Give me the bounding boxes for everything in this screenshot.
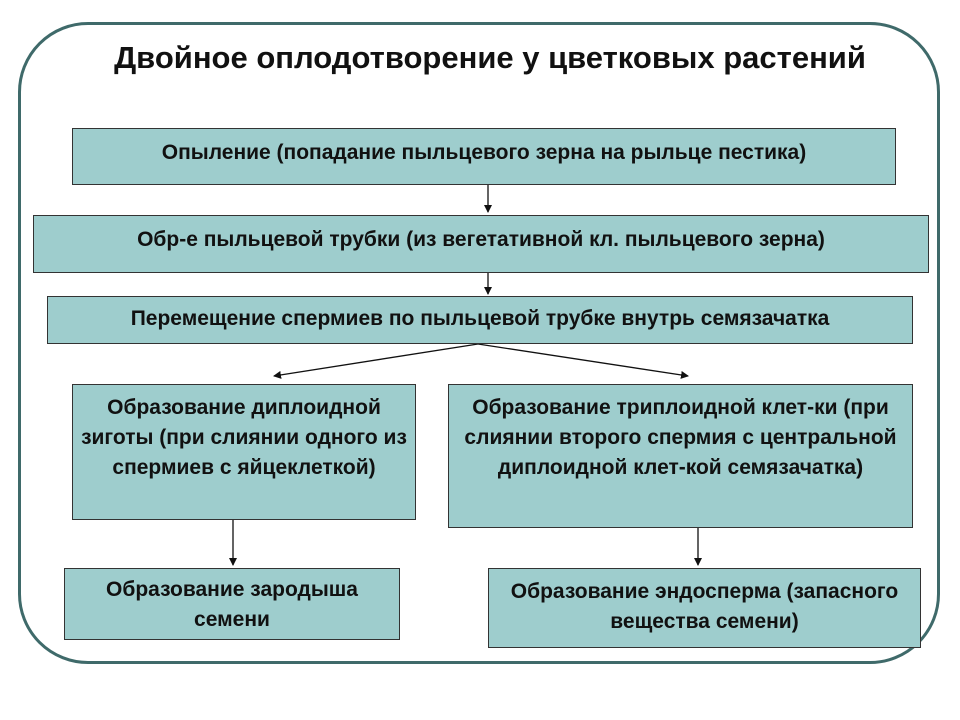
sperm-movement-text: Перемещение спермиев по пыльцевой трубке внутрь семязачатка (130, 307, 830, 330)
pollination-text: Опыление (попадание пыльцевого зерна на рыльце пестика) (161, 141, 807, 164)
diagram-title: Двойное оплодотворение у цветковых растений (114, 40, 866, 75)
tube-formation-text: Обр-е пыльцевой трубки (из вегетативной кл. пыльцевого зерна) (137, 228, 825, 251)
zygote-text: Образование диплоидной зиготы (при слиянии одного из спермиев с яйцеклеткой) (81, 396, 407, 479)
pollination-box (72, 128, 896, 185)
tube-formation-box (33, 215, 929, 273)
arrow-sperm-to-triploid (478, 344, 688, 376)
triploid-cell-text: Образование триплоидной клет-ки (при слиянии второго спермия с центральной диплоидной клет-кой семязачатка) (464, 396, 897, 479)
zygote-box (72, 384, 416, 520)
embryo-text: Образование зародыша семени (106, 578, 358, 631)
arrow-sperm-to-zygote (274, 344, 478, 376)
endosperm-text: Образование эндосперма (запасного вещества семени) (510, 580, 899, 633)
embryo-box (64, 568, 400, 640)
triploid-cell-box (448, 384, 913, 528)
sperm-movement-box (47, 296, 913, 344)
endosperm-box (488, 568, 921, 648)
